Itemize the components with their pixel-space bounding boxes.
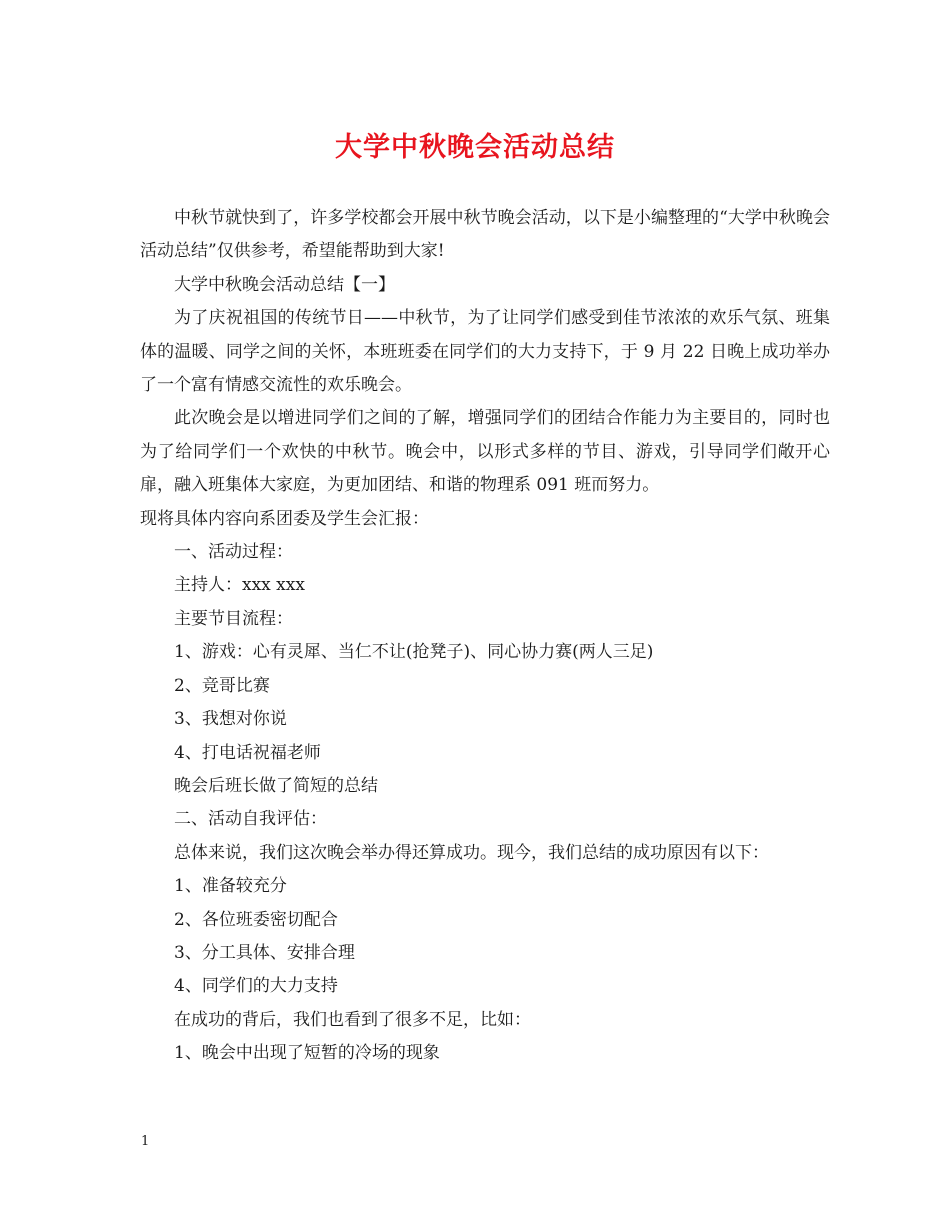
document-body (140, 202, 830, 1071)
list-item: 1、游戏：心有灵犀、当仁不让(抢凳子)、同心协力赛(两人三足) (174, 642, 654, 663)
list-item: 2、各位班委密切配合 (174, 909, 338, 930)
document-title: 大学中秋晚会活动总结 (335, 132, 615, 163)
line-program-flow: 主要节目流程： (174, 608, 293, 629)
list-item: 4、打电话祝福老师 (174, 742, 321, 763)
list-item: 1、准备较充分 (174, 876, 287, 897)
list-item: 4、同学们的大力支持 (174, 976, 338, 997)
paragraph-intro: 中秋节就快到了，许多学校都会开展中秋节晚会活动，以下是小编整理的“大学中秋晚会活动总结”仅供参考，希望能帮助到大家! (140, 208, 830, 262)
line-shortcomings: 在成功的背后，我们也看到了很多不足，比如： (174, 1009, 531, 1030)
list-item: 1、晚会中出现了短暂的冷场的现象 (174, 1043, 440, 1064)
list-item: 3、我想对你说 (174, 709, 287, 730)
list-item: 3、分工具体、安排合理 (174, 942, 355, 963)
paragraph-aim: 此次晚会是以增进同学们之间的了解，增强同学们的团结合作能力为主要目的，同时也为了给同学们一个欢快的中秋节。晚会中，以形式多样的节目、游戏，引导同学们敞开心扉，融入班集体大家庭，为更加团结、和谐的物理系 091 班而努力。 (140, 408, 830, 496)
heading-self-evaluation: 二、活动自我评估： (174, 809, 327, 830)
paragraph-overall: 总体来说，我们这次晚会举办得还算成功。现今，我们总结的成功原因有以下： (174, 842, 769, 863)
list-item: 2、竞哥比赛 (174, 675, 270, 696)
page-number: 1 (141, 1134, 150, 1149)
line-summary: 晚会后班长做了简短的总结 (174, 775, 378, 796)
section-heading-one: 大学中秋晚会活动总结【一】 (174, 274, 395, 295)
paragraph-purpose: 为了庆祝祖国的传统节日——中秋节，为了让同学们感受到佳节浓浓的欢乐气氛、班集体的温暖、同学之间的关怀，本班班委在同学们的大力支持下，于 9 月 22 日晚上成功举办了一个富有情感交流性的欢乐晚会。 (140, 308, 830, 396)
heading-process: 一、活动过程： (174, 542, 293, 563)
line-host: 主持人：xxx xxx (174, 575, 305, 596)
paragraph-report: 现将具体内容向系团委及学生会汇报： (140, 508, 429, 529)
